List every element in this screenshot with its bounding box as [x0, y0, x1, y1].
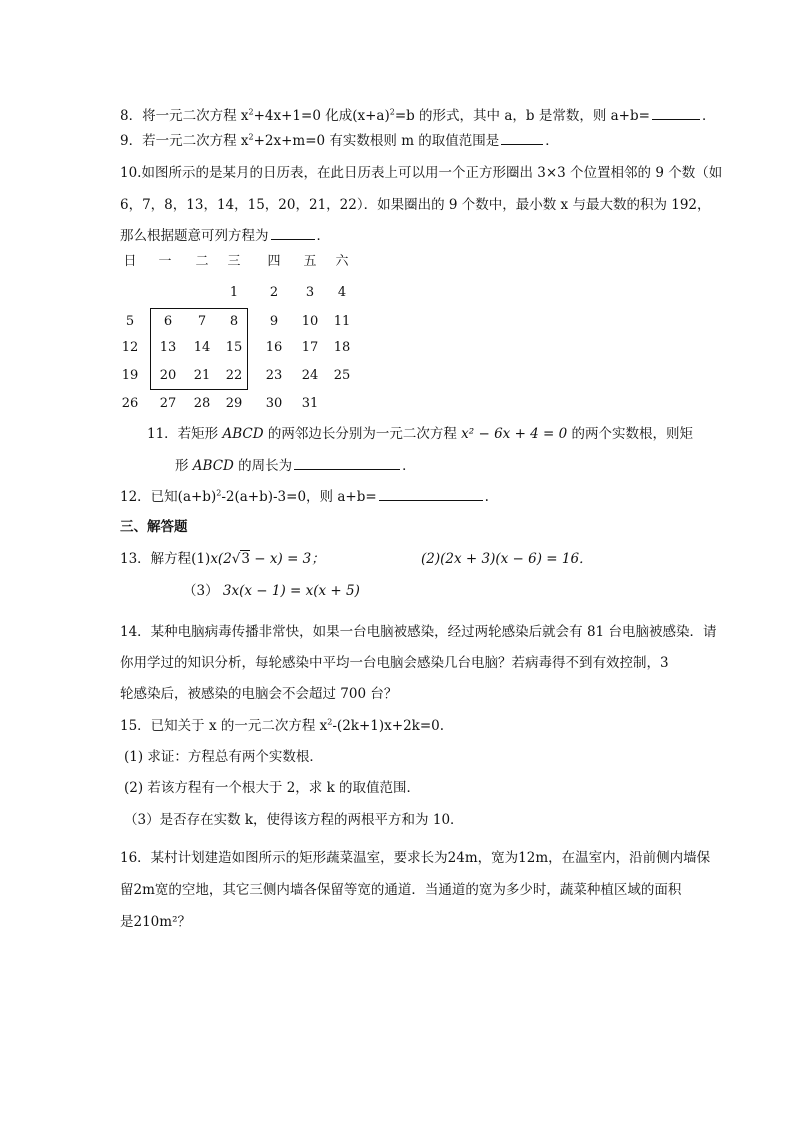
question-15-part3: （3）是否存在实数 k，使得该方程的两根平方和为 10．	[124, 812, 464, 828]
calendar-header-cell: 三	[227, 254, 241, 269]
equation: x² − 6x + 4 = 0	[461, 426, 568, 442]
calendar-day-cell: 26	[121, 396, 139, 411]
question-13: 13．解方程(1)x(2√3 − x) = 3；	[120, 551, 325, 567]
calendar-day-cell: 31	[301, 396, 319, 411]
calendar-day-cell: 17	[301, 340, 319, 355]
calendar-day-cell: 29	[225, 396, 243, 411]
question-10-line1: 10.如图所示的是某月的日历表，在此日历表上可以用一个正方形圈出 3×3 个位置相邻的 9 个数（如	[120, 165, 723, 181]
calendar-day-cell: 5	[125, 314, 135, 329]
calendar-day-cell: 20	[159, 368, 177, 383]
answer-blank[interactable]	[379, 488, 483, 501]
calendar-day-cell: 23	[265, 368, 283, 383]
q8-text-c: =b 的形式，其中 a，b 是常数，则 a+b=	[394, 108, 650, 124]
question-10-line3: 那么根据题意可列方程为 ．	[120, 228, 330, 244]
question-13-part3: （3） 3x(x − 1) = x(x + 5)	[183, 583, 360, 599]
answer-blank[interactable]	[271, 227, 315, 240]
question-16-line3: 是210m²？	[120, 914, 191, 930]
q8-text-b: +4x+1=0 化成(x+a)	[253, 108, 390, 124]
question-11-line2: 形 ABCD 的周长为 ．	[175, 458, 416, 474]
calendar-day-cell: 27	[159, 396, 177, 411]
calendar-day-cell: 24	[301, 368, 319, 383]
calendar-header-cell: 日	[123, 254, 137, 269]
question-16-line1: 16．某村计划建造如图所示的矩形蔬菜温室，要求长为24m，宽为12m，在温室内，沿前侧内墙保	[120, 850, 711, 866]
calendar-day-cell: 6	[163, 314, 173, 329]
calendar-day-cell: 25	[333, 368, 351, 383]
calendar-header-cell: 五	[303, 254, 317, 269]
section-heading: 三、解答题	[120, 519, 188, 535]
calendar-day-cell: 22	[225, 368, 243, 383]
calendar-day-cell: 18	[333, 340, 351, 355]
calendar-day-cell: 7	[197, 314, 207, 329]
calendar-day-cell: 3	[305, 285, 315, 300]
calendar-day-cell: 1	[229, 285, 239, 300]
calendar-header-cell: 一	[158, 254, 172, 269]
question-15-part1: (1) 求证：方程总有两个实数根．	[124, 749, 323, 765]
calendar-day-cell: 21	[193, 368, 211, 383]
calendar-header-cell: 四	[267, 254, 281, 269]
question-14-line2: 你用学过的知识分析，每轮感染中平均一台电脑会感染几台电脑？若病毒得不到有效控制，3	[120, 655, 669, 671]
question-13-part2: (2)(2x + 3)(x − 6) = 16．	[421, 551, 593, 567]
calendar-day-cell: 4	[337, 285, 347, 300]
question-11-line1: 11．若矩形 ABCD 的两邻边长分别为一元二次方程 x² − 6x + 4 = 0 的两个实数根，则矩	[147, 426, 694, 442]
question-14-line3: 轮感染后，被感染的电脑会不会超过 700 台？	[120, 686, 398, 702]
question-16-line2: 留2m宽的空地，其它三侧内墙各保留等宽的通道．当通道的宽为多少时，蔬菜种植区域的面积	[120, 882, 682, 898]
question-12: 12．已知$(a+b)^2-2(a+b)-3=0$，则 a+b= .	[120, 488, 489, 505]
calendar-header-cell: 六	[335, 254, 349, 269]
question-15: 15．已知关于 x 的一元二次方程 $x^2-(2k+1)x+2k=0$.	[120, 717, 445, 734]
calendar-day-cell: 28	[193, 396, 211, 411]
calendar-day-cell: 13	[159, 340, 177, 355]
calendar-day-cell: 15	[225, 340, 243, 355]
question-10-line2: 6，7，8，13，14，15，20，21，22）．如果圈出的 9 个数中，最小数 x 与最大数的积为 192，	[120, 197, 711, 213]
answer-blank[interactable]	[501, 132, 543, 145]
question-8: 8．将一元二次方程 $x^2+4x+1=0$ 化成$(x+a)^2=b$ 的形式，其中 a，b 是常数，则 a+b= ．	[120, 107, 716, 124]
answer-blank[interactable]	[652, 107, 700, 120]
calendar-day-cell: 30	[265, 396, 283, 411]
question-15-part2: (2) 若该方程有一个根大于 2，求 k 的取值范围．	[124, 780, 421, 796]
calendar-day-cell: 2	[269, 285, 279, 300]
question-14-line1: 14．某种电脑病毒传播非常快，如果一台电脑被感染，经过两轮感染后就会有 81 台电脑被感染．请	[120, 624, 717, 640]
q8-text-a: 8．将一元二次方程 x	[120, 108, 249, 124]
calendar-day-cell: 12	[121, 340, 139, 355]
calendar-day-cell: 11	[333, 314, 351, 329]
calendar-day-cell: 8	[229, 314, 239, 329]
calendar-day-cell: 19	[121, 368, 139, 383]
calendar-header-cell: 二	[195, 254, 209, 269]
calendar-day-cell: 10	[301, 314, 319, 329]
calendar-day-cell: 14	[193, 340, 211, 355]
calendar-day-cell: 9	[269, 314, 279, 329]
question-9: 9．若一元二次方程 $x^2+2x+m=0$ 有实数根则 m 的取值范围是 ．	[120, 132, 559, 149]
answer-blank[interactable]	[294, 457, 400, 470]
calendar-day-cell: 16	[265, 340, 283, 355]
